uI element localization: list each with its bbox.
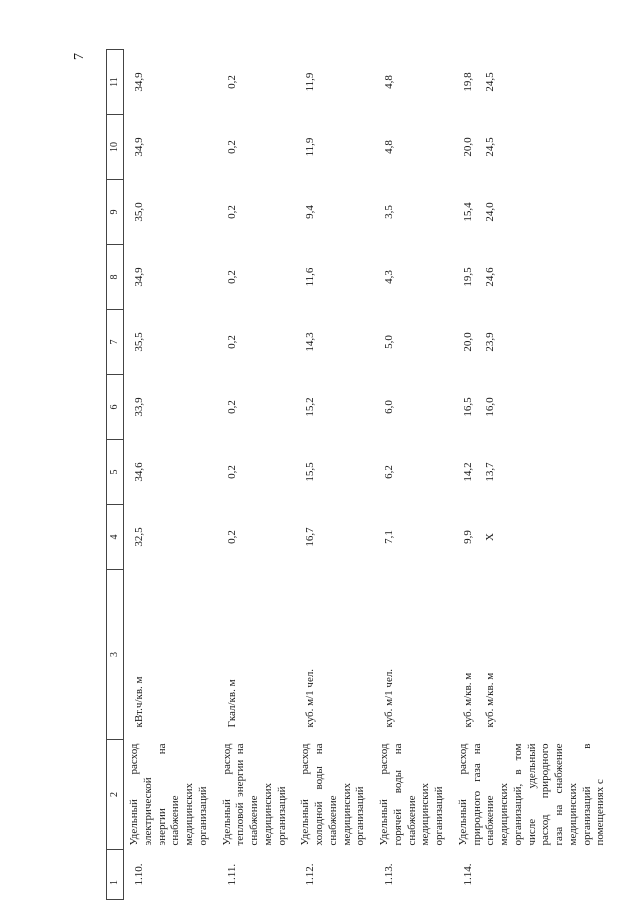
value-cell: 34,9 [133,267,145,287]
value-cell: 15,2 [304,397,317,417]
header-row [107,50,124,900]
value: 14,2 [461,462,474,482]
value-cell: 4,8 [383,140,395,154]
value-cell [453,115,614,180]
value-cell [453,245,614,310]
row-name: Удельный расход природного газа на снабжение медицинских организаций, в том числе удельный расход природного газа на снабжение медицинских организаций в помещениях с [456,743,607,846]
row-unit: Гкал/кв. м [225,679,238,728]
value-cell: 4,8 [383,75,395,89]
value-cell: 0,2 [225,465,238,479]
value-cell: 0,2 [225,335,238,349]
value: 15,4 [461,202,474,222]
value: 20,0 [461,332,474,352]
value: 19,8 [461,72,474,92]
value-cell: 0,2 [225,75,238,89]
value-cell [453,440,614,505]
header-cell: 2 [107,740,124,850]
value-cell: 11,6 [304,267,317,287]
value: 23,9 [483,332,496,352]
header-cell: 4 [107,505,124,570]
value-cell: 0,2 [225,270,238,284]
value: 16,0 [483,397,496,417]
value-cell [453,180,614,245]
header-cell: 8 [107,245,124,310]
table-row [453,50,614,900]
value-cell: 6,2 [383,465,395,479]
row-unit-group [453,570,614,740]
header-cell: 1 [107,850,124,900]
value: 24,6 [483,267,496,287]
value-cell: 6,0 [383,400,395,414]
value: 16,5 [461,397,474,417]
value: 24,5 [483,137,496,157]
value-cell: 0,2 [225,140,238,154]
value-cell: 0,2 [225,530,238,544]
value: 13,7 [483,462,496,482]
row-name: Удельный расход холодной воды на снабжение медицинских организаций [299,743,367,846]
value-cell: 3,5 [383,205,395,219]
table-row [217,50,296,900]
value-cell: 9,4 [304,205,317,219]
row-name: Удельный расход тепловой энергии на снабжение медицинских организаций [220,743,288,846]
row-name: Удельный расход горячей воды на снабжение медицинских организаций [378,743,445,846]
header-cell: 9 [107,180,124,245]
row-code: 1.11. [225,863,238,886]
value: 24,0 [483,202,496,222]
value: Х [483,533,496,541]
value-cell: 14,3 [304,332,317,352]
row-code: 1.14. [461,863,474,886]
value-cell: 15,5 [304,462,317,482]
value-cell [453,375,614,440]
table-row [295,50,374,900]
value-cell: 35,0 [133,202,145,222]
value-cell: 11,9 [304,137,317,157]
value-cell: 7,1 [383,530,395,544]
value: 19,5 [461,267,474,287]
header-cell: 6 [107,375,124,440]
row-unit: куб. м/1 чел. [304,668,317,728]
table-row [124,50,217,900]
value-cell: 34,6 [133,462,145,482]
value-cell: 34,9 [133,137,145,157]
value-cell: 0,2 [225,400,238,414]
row-code: 1.13. [383,863,395,886]
value-cell [453,505,614,570]
page-number: 7 [72,53,87,60]
header-cell: 11 [107,50,124,115]
consumption-table [106,49,614,900]
value-cell: 32,5 [133,527,145,547]
header-cell: 7 [107,310,124,375]
value-cell: 34,9 [133,72,145,92]
row-unit: куб. м/кв. м [461,672,474,728]
value: 24,5 [483,72,496,92]
rotated-table-wrapper [106,50,640,900]
value-cell: 11,9 [304,72,317,92]
header-cell: 3 [107,570,124,740]
row-code: 1.10. [133,863,145,886]
header-cell: 5 [107,440,124,505]
value-cell: 0,2 [225,205,238,219]
header-cell: 10 [107,115,124,180]
value-cell: 35,5 [133,332,145,352]
value: 20,0 [461,137,474,157]
row-unit: куб. м/1 чел. [383,668,395,728]
value-cell [453,50,614,115]
row-code: 1.12. [304,863,317,886]
value-cell: 4,3 [383,270,395,284]
value-cell: 16,7 [304,527,317,547]
value-cell [453,310,614,375]
value: 9,9 [461,530,474,544]
table-row [374,50,453,900]
row-name: Удельный расход электрической энергии на снабжение медицинских организаций [128,743,209,846]
value-cell: 5,0 [383,335,395,349]
value-cell: 33,9 [133,397,145,417]
row-unit: кВт.ч/кв. м [133,676,145,728]
row-unit: куб. м/кв. м [483,672,496,728]
